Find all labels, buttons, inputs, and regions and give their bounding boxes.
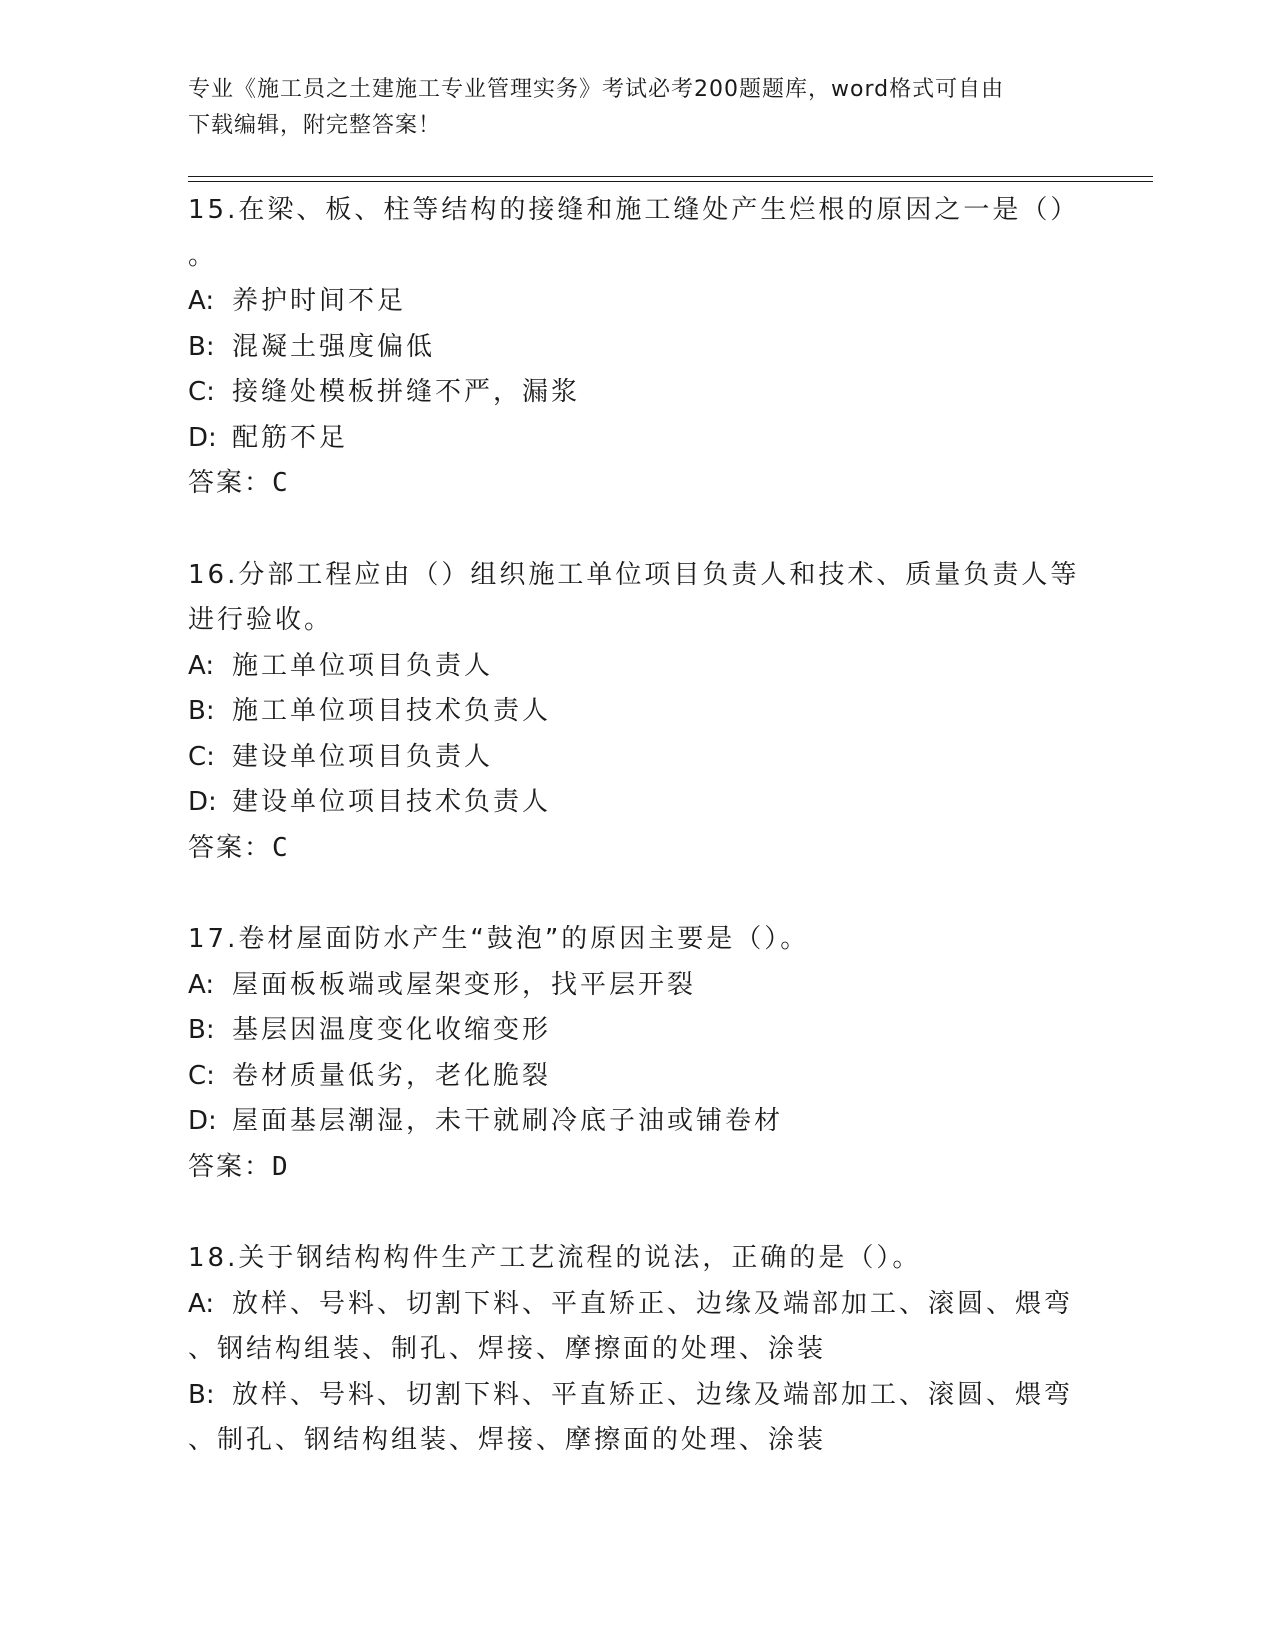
option-text: 基层因温度变化收缩变形 (232, 1015, 552, 1045)
option-label: A: (188, 1288, 215, 1319)
header-line-1: 专业《施工员之土建施工专业管理实务》考试必考200题题库，word格式可自由 (188, 77, 1005, 102)
question-stem: 15.在梁、板、柱等结构的接缝和施工缝处产生烂根的原因之一是（） (188, 195, 1080, 225)
question-stem: 18.关于钢结构构件生产工艺流程的说法，正确的是（）。 (188, 1243, 922, 1273)
question-stem-continued: 进行验收。 (188, 605, 334, 635)
answer-line (188, 826, 1088, 872)
option-label: B: (188, 696, 215, 726)
question-stem-continued: 。 (188, 240, 218, 271)
option-text: 混凝土强度偏低 (232, 331, 436, 362)
option-label: B: (188, 1379, 215, 1410)
option-b (188, 325, 1088, 371)
answer-label: 答案： (188, 468, 273, 498)
option-a-continued: 、钢结构组装、制孔、焊接、摩擦面的处理、涂装 (188, 1334, 827, 1364)
option-label: C: (188, 377, 215, 407)
option-label: D: (188, 787, 217, 817)
option-label: C: (188, 741, 215, 772)
header-divider-top (188, 176, 1153, 177)
option-text: 屋面基层潮湿，未干就刷冷底子油或铺卷材 (232, 1106, 784, 1136)
option-d (188, 416, 1088, 462)
question-16 (188, 553, 1088, 872)
answer-label: 答案： (188, 1151, 273, 1182)
question-17 (188, 917, 1088, 1190)
document-header (188, 72, 1068, 144)
option-b (188, 689, 1088, 735)
option-text: 施工单位项目负责人 (232, 650, 494, 681)
question-spacer (188, 1190, 1088, 1236)
answer-value: D (272, 1151, 288, 1182)
answer-line (188, 1145, 1088, 1191)
option-c (188, 735, 1088, 781)
option-label: B: (188, 331, 215, 362)
option-text: 放样、号料、切割下料、平直矫正、边缘及端部加工、滚圆、煨弯 (232, 1379, 1074, 1410)
option-label: A: (188, 286, 215, 316)
option-a (188, 279, 1088, 325)
header-line-2: 下载编辑，附完整答案！ (188, 113, 442, 138)
header-divider-bottom (188, 181, 1153, 182)
option-text: 建设单位项目技术负责人 (232, 787, 552, 817)
option-label: A: (188, 650, 215, 681)
option-text: 建设单位项目负责人 (232, 741, 494, 772)
option-text: 放样、号料、切割下料、平直矫正、边缘及端部加工、滚圆、煨弯 (232, 1288, 1074, 1319)
option-text: 配筋不足 (232, 422, 349, 453)
question-stem: 17.卷材屋面防水产生“鼓泡”的原因主要是（）。 (188, 924, 810, 954)
option-b (188, 1373, 1088, 1419)
option-label: A: (188, 969, 215, 1000)
option-d (188, 780, 1088, 826)
question-18 (188, 1236, 1088, 1464)
option-label: D: (188, 422, 217, 453)
option-b-continued: 、制孔、钢结构组装、焊接、摩擦面的处理、涂装 (188, 1425, 827, 1455)
option-a (188, 963, 1088, 1009)
option-text: 卷材质量低劣，老化脆裂 (232, 1060, 552, 1091)
question-15 (188, 188, 1088, 507)
option-b (188, 1008, 1088, 1054)
option-text: 接缝处模板拼缝不严，漏浆 (232, 377, 581, 407)
option-text: 养护时间不足 (232, 286, 407, 316)
option-text: 施工单位项目技术负责人 (232, 696, 552, 726)
answer-line (188, 461, 1088, 507)
option-a (188, 1282, 1088, 1328)
question-spacer (188, 871, 1088, 917)
option-label: D: (188, 1106, 217, 1136)
option-d (188, 1099, 1088, 1145)
option-label: B: (188, 1015, 215, 1045)
answer-value: C (272, 832, 288, 863)
question-list (188, 188, 1088, 1464)
option-label: C: (188, 1060, 215, 1091)
answer-value: C (272, 468, 288, 498)
question-spacer (188, 507, 1088, 553)
question-stem: 16.分部工程应由（）组织施工单位项目负责人和技术、质量负责人等 (188, 559, 1080, 590)
answer-label: 答案： (188, 832, 273, 863)
option-c (188, 1054, 1088, 1100)
option-a (188, 644, 1088, 690)
option-c (188, 370, 1088, 416)
option-text: 屋面板板端或屋架变形，找平层开裂 (232, 969, 697, 1000)
